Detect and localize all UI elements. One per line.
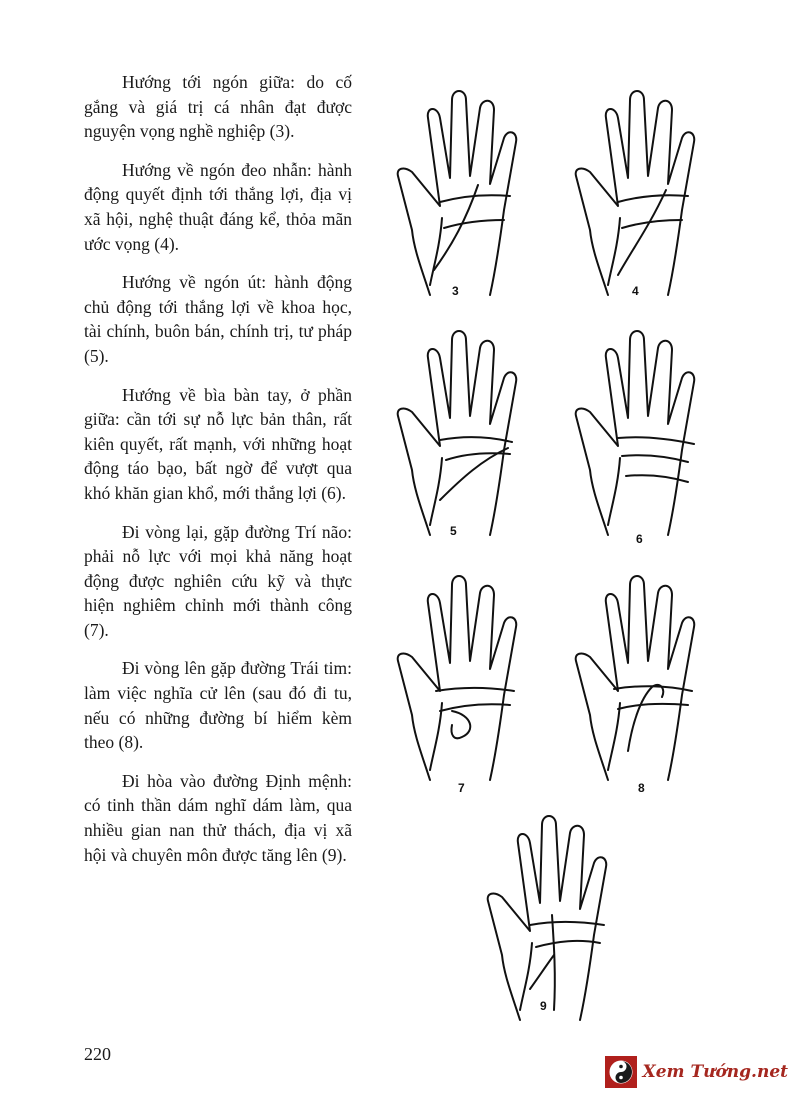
yin-yang-icon — [605, 1056, 637, 1088]
figure-label-6: 6 — [636, 532, 643, 546]
watermark-logo — [605, 1056, 788, 1088]
figure-label-3: 3 — [452, 284, 459, 298]
paragraph-6: Hướng về bìa bàn tay, ở phần giữa: cần tới sự nỗ lực bản thân, rất kiên quyết, rất mạnh, với những hoạt động táo bạo, bất ngờ để vượt qua khó khăn gian khổ, mới thắng lợi (6). — [84, 384, 352, 503]
paragraph-4: Hướng về ngón đeo nhẫn: hành động quyết định tới thắng lợi, địa vị xã hội, nghệ thuật đáng kể, thỏa mãn ước vọng (4). — [84, 159, 352, 254]
paragraph-3: Hướng tới ngón giữa: do cố gắng và giá trị cá nhân đạt được nguyện vọng nghề nghiệp (3). — [84, 72, 352, 142]
palm-figure-6 — [570, 320, 720, 545]
palm-figure-4 — [570, 80, 720, 305]
figure-label-4: 4 — [632, 284, 639, 298]
paragraph-8: Đi vòng lên gặp đường Trái tim: làm việc nghĩa cử lên (sau đó đi tu, nếu có những đường bí hiểm kèm theo (8). — [84, 658, 352, 753]
page-number: 220 — [84, 1044, 111, 1064]
figure-label-9: 9 — [540, 999, 547, 1013]
paragraph-9: Đi hòa vào đường Định mệnh: có tinh thần dám nghĩ dám làm, qua nhiều gian nan thử thách, địa vị xã hội và chuyên môn được tăng lên (9). — [84, 770, 352, 865]
palm-figure-7 — [392, 565, 542, 795]
figure-label-7: 7 — [458, 781, 465, 795]
palm-figure-9 — [482, 805, 632, 1030]
watermark-text: Xem Tướng.net — [642, 1062, 788, 1082]
figure-label-5: 5 — [450, 524, 457, 538]
palm-figure-3 — [392, 80, 542, 305]
paragraph-7: Đi vòng lại, gặp đường Trí não: phải nỗ lực với mọi khả năng hoạt động được nghiên cứu kỹ và thực hiện nghiêm chỉnh mới thành công (7). — [84, 521, 352, 640]
figure-label-8: 8 — [638, 781, 645, 795]
palm-figure-8 — [570, 565, 720, 795]
text-column — [84, 70, 352, 881]
palm-figure-5 — [392, 320, 542, 545]
paragraph-5: Hướng về ngón út: hành động chủ động tới thắng lợi về khoa học, tài chính, buôn bán, chính trị, tư pháp (5). — [84, 272, 352, 366]
